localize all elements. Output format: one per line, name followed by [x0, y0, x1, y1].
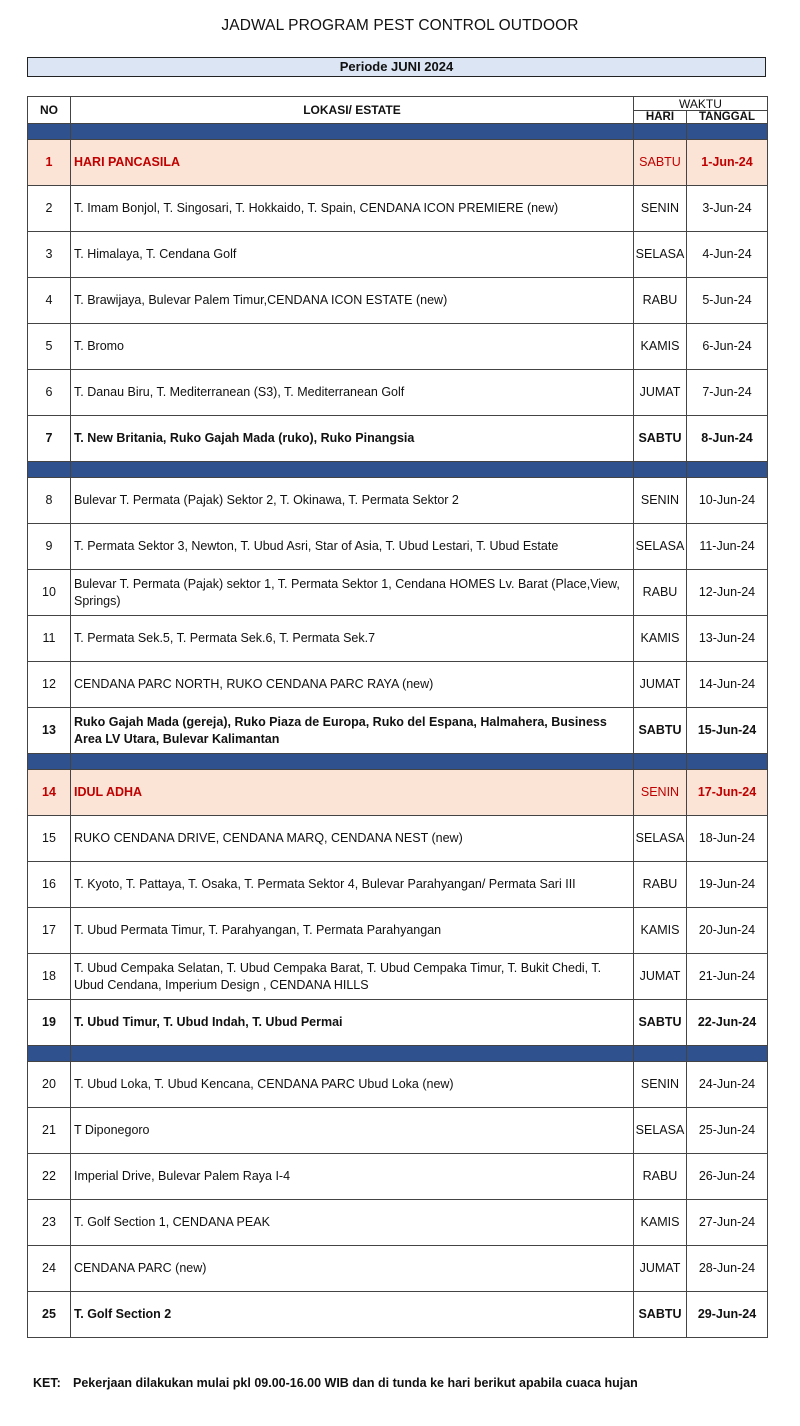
row-day: KAMIS	[633, 616, 686, 662]
row-date: 4-Jun-24	[686, 232, 767, 278]
row-number: 17	[28, 908, 71, 954]
row-day: SENIN	[633, 478, 686, 524]
row-location: T. Ubud Cempaka Selatan, T. Ubud Cempaka Barat, T. Ubud Cempaka Timur, T. Bukit Chedi, T. Ubud Cendana, Imperium Design , CENDANA HILLS	[71, 954, 634, 1000]
row-day: RABU	[633, 278, 686, 324]
separator-cell	[71, 462, 634, 478]
row-date: 14-Jun-24	[686, 662, 767, 708]
row-date: 18-Jun-24	[686, 816, 767, 862]
row-number: 23	[28, 1200, 71, 1246]
row-date: 17-Jun-24	[686, 770, 767, 816]
separator-cell	[28, 124, 71, 140]
table-row	[28, 1246, 768, 1292]
row-day: JUMAT	[633, 370, 686, 416]
row-day: JUMAT	[633, 954, 686, 1000]
header-hari: HARI	[633, 111, 686, 124]
table-row	[28, 1200, 768, 1246]
row-day: SABTU	[633, 708, 686, 754]
row-number: 2	[28, 186, 71, 232]
row-location: T. Permata Sektor 3, Newton, T. Ubud Asri, Star of Asia, T. Ubud Lestari, T. Ubud Estate	[71, 524, 634, 570]
footnote-key: KET:	[33, 1376, 61, 1390]
row-number: 21	[28, 1108, 71, 1154]
separator-cell	[71, 1046, 634, 1062]
row-date: 10-Jun-24	[686, 478, 767, 524]
row-date: 27-Jun-24	[686, 1200, 767, 1246]
separator-cell	[686, 1046, 767, 1062]
separator-cell	[71, 124, 634, 140]
row-number: 11	[28, 616, 71, 662]
row-day: KAMIS	[633, 324, 686, 370]
row-date: 29-Jun-24	[686, 1292, 767, 1338]
table-row	[28, 616, 768, 662]
table-row	[28, 370, 768, 416]
row-day: SENIN	[633, 770, 686, 816]
row-date: 7-Jun-24	[686, 370, 767, 416]
table-row	[28, 662, 768, 708]
row-location: T. Ubud Timur, T. Ubud Indah, T. Ubud Permai	[71, 1000, 634, 1046]
row-date: 15-Jun-24	[686, 708, 767, 754]
footnote	[33, 1376, 638, 1390]
separator-cell	[686, 754, 767, 770]
separator-cell	[28, 1046, 71, 1062]
row-number: 14	[28, 770, 71, 816]
row-number: 9	[28, 524, 71, 570]
separator-cell	[28, 462, 71, 478]
row-location: T. Himalaya, T. Cendana Golf	[71, 232, 634, 278]
table-row	[28, 570, 768, 616]
row-number: 16	[28, 862, 71, 908]
row-location: T. Golf Section 2	[71, 1292, 634, 1338]
row-number: 18	[28, 954, 71, 1000]
row-location: T. Danau Biru, T. Mediterranean (S3), T. Mediterranean Golf	[71, 370, 634, 416]
row-location: RUKO CENDANA DRIVE, CENDANA MARQ, CENDANA NEST (new)	[71, 816, 634, 862]
row-location: T. New Britania, Ruko Gajah Mada (ruko), Ruko Pinangsia	[71, 416, 634, 462]
row-day: SABTU	[633, 416, 686, 462]
table-row	[28, 862, 768, 908]
row-location: T. Imam Bonjol, T. Singosari, T. Hokkaido, T. Spain, CENDANA ICON PREMIERE (new)	[71, 186, 634, 232]
table-row	[28, 816, 768, 862]
row-number: 4	[28, 278, 71, 324]
row-day: SELASA	[633, 1108, 686, 1154]
row-day: SABTU	[633, 1292, 686, 1338]
row-date: 1-Jun-24	[686, 140, 767, 186]
row-day: SABTU	[633, 1000, 686, 1046]
row-number: 19	[28, 1000, 71, 1046]
row-number: 25	[28, 1292, 71, 1338]
row-date: 22-Jun-24	[686, 1000, 767, 1046]
header-location: LOKASI/ ESTATE	[71, 97, 634, 124]
table-row	[28, 324, 768, 370]
separator-cell	[633, 462, 686, 478]
week-separator	[28, 1046, 768, 1062]
row-number: 1	[28, 140, 71, 186]
period-banner: Periode JUNI 2024	[27, 57, 766, 77]
row-date: 13-Jun-24	[686, 616, 767, 662]
row-date: 8-Jun-24	[686, 416, 767, 462]
separator-cell	[633, 1046, 686, 1062]
row-day: SABTU	[633, 140, 686, 186]
schedule-body	[28, 124, 768, 1338]
row-location: T Diponegoro	[71, 1108, 634, 1154]
row-date: 24-Jun-24	[686, 1062, 767, 1108]
schedule-table	[27, 96, 768, 1338]
week-separator	[28, 754, 768, 770]
week-separator	[28, 124, 768, 140]
row-date: 26-Jun-24	[686, 1154, 767, 1200]
row-location: CENDANA PARC (new)	[71, 1246, 634, 1292]
row-day: KAMIS	[633, 1200, 686, 1246]
separator-cell	[633, 754, 686, 770]
row-day: RABU	[633, 570, 686, 616]
row-date: 12-Jun-24	[686, 570, 767, 616]
row-number: 6	[28, 370, 71, 416]
separator-cell	[686, 462, 767, 478]
table-row	[28, 708, 768, 754]
table-row	[28, 478, 768, 524]
row-date: 28-Jun-24	[686, 1246, 767, 1292]
row-day: KAMIS	[633, 908, 686, 954]
row-day: RABU	[633, 1154, 686, 1200]
header-waktu: WAKTU	[633, 97, 767, 111]
table-row	[28, 908, 768, 954]
table-row	[28, 1062, 768, 1108]
row-day: JUMAT	[633, 662, 686, 708]
row-day: SELASA	[633, 816, 686, 862]
row-date: 21-Jun-24	[686, 954, 767, 1000]
header-tanggal: TANGGAL	[686, 111, 767, 124]
row-number: 10	[28, 570, 71, 616]
row-day: SENIN	[633, 1062, 686, 1108]
row-day: SENIN	[633, 186, 686, 232]
separator-cell	[633, 124, 686, 140]
row-date: 19-Jun-24	[686, 862, 767, 908]
row-location: T. Ubud Permata Timur, T. Parahyangan, T. Permata Parahyangan	[71, 908, 634, 954]
table-row	[28, 954, 768, 1000]
table-row	[28, 416, 768, 462]
row-date: 25-Jun-24	[686, 1108, 767, 1154]
footnote-text: Pekerjaan dilakukan mulai pkl 09.00-16.00 WIB dan di tunda ke hari berikut apabila cuaca hujan	[73, 1376, 638, 1390]
row-date: 5-Jun-24	[686, 278, 767, 324]
table-row	[28, 1154, 768, 1200]
page-title: JADWAL PROGRAM PEST CONTROL OUTDOOR	[221, 17, 579, 34]
table-row	[28, 1292, 768, 1338]
week-separator	[28, 462, 768, 478]
row-location: Imperial Drive, Bulevar Palem Raya I-4	[71, 1154, 634, 1200]
row-number: 12	[28, 662, 71, 708]
row-number: 24	[28, 1246, 71, 1292]
row-date: 20-Jun-24	[686, 908, 767, 954]
separator-cell	[28, 754, 71, 770]
row-date: 11-Jun-24	[686, 524, 767, 570]
row-number: 5	[28, 324, 71, 370]
table-row	[28, 1000, 768, 1046]
row-number: 13	[28, 708, 71, 754]
row-location: T. Golf Section 1, CENDANA PEAK	[71, 1200, 634, 1246]
separator-cell	[71, 754, 634, 770]
row-location: Ruko Gajah Mada (gereja), Ruko Piaza de Europa, Ruko del Espana, Halmahera, Business Area LV Utara, Bulevar Kalimantan	[71, 708, 634, 754]
row-date: 3-Jun-24	[686, 186, 767, 232]
row-location: T. Bromo	[71, 324, 634, 370]
holiday-row	[28, 140, 768, 186]
row-number: 20	[28, 1062, 71, 1108]
table-row	[28, 1108, 768, 1154]
row-day: RABU	[633, 862, 686, 908]
row-location: T. Ubud Loka, T. Ubud Kencana, CENDANA PARC Ubud Loka (new)	[71, 1062, 634, 1108]
row-location: T. Permata Sek.5, T. Permata Sek.6, T. Permata Sek.7	[71, 616, 634, 662]
row-location: T. Kyoto, T. Pattaya, T. Osaka, T. Permata Sektor 4, Bulevar Parahyangan/ Permata Sari III	[71, 862, 634, 908]
header-no: NO	[28, 97, 71, 124]
row-location: CENDANA PARC NORTH, RUKO CENDANA PARC RAYA (new)	[71, 662, 634, 708]
row-number: 8	[28, 478, 71, 524]
table-row	[28, 232, 768, 278]
row-day: SELASA	[633, 232, 686, 278]
table-row	[28, 186, 768, 232]
row-location: Bulevar T. Permata (Pajak) Sektor 2, T. Okinawa, T. Permata Sektor 2	[71, 478, 634, 524]
row-location: IDUL ADHA	[71, 770, 634, 816]
table-row	[28, 524, 768, 570]
row-number: 22	[28, 1154, 71, 1200]
row-number: 3	[28, 232, 71, 278]
row-day: JUMAT	[633, 1246, 686, 1292]
row-date: 6-Jun-24	[686, 324, 767, 370]
row-location: Bulevar T. Permata (Pajak) sektor 1, T. Permata Sektor 1, Cendana HOMES Lv. Barat (Place,View, Springs)	[71, 570, 634, 616]
row-location: T. Brawijaya, Bulevar Palem Timur,CENDANA ICON ESTATE (new)	[71, 278, 634, 324]
holiday-row	[28, 770, 768, 816]
row-day: SELASA	[633, 524, 686, 570]
row-location: HARI PANCASILA	[71, 140, 634, 186]
row-number: 15	[28, 816, 71, 862]
separator-cell	[686, 124, 767, 140]
table-row	[28, 278, 768, 324]
row-number: 7	[28, 416, 71, 462]
